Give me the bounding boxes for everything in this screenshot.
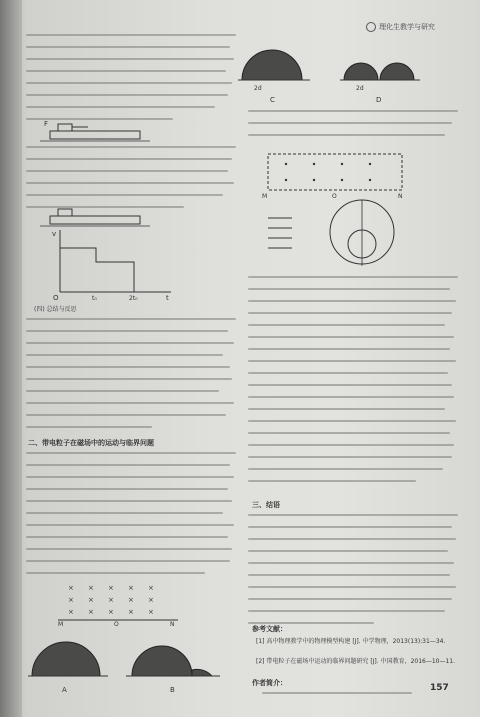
author-heading: 作者简介：	[252, 679, 287, 687]
left-paragraph-1	[26, 34, 236, 130]
t1-label: t₀	[92, 295, 97, 300]
svg-text:×: ×	[108, 608, 114, 616]
author-line	[262, 692, 412, 704]
svg-text:×: ×	[148, 596, 154, 604]
svg-text:×: ×	[128, 596, 134, 604]
left-figure-block-board	[40, 117, 150, 143]
len-label-2: 2d	[356, 85, 364, 92]
field-rect	[268, 154, 402, 190]
references-heading: 参考文献：	[252, 625, 287, 633]
svg-text:×: ×	[68, 584, 74, 592]
cross-grid	[68, 584, 154, 616]
right-figure-options-cd	[236, 40, 436, 106]
half-disc-d2	[380, 63, 414, 80]
svg-text:×: ×	[108, 584, 114, 592]
header-circle-icon	[366, 22, 376, 32]
incoming-arrows	[268, 218, 292, 248]
conclusion-heading: 三、结语	[252, 501, 280, 509]
option-b-label: B	[170, 686, 175, 694]
svg-text:×: ×	[128, 584, 134, 592]
reference-1: [1] 高中物理教学中的物理模型构建 [J]. 中学物理，2013(13):31—34.	[256, 638, 446, 645]
option-a-label: A	[62, 686, 67, 694]
block-shape-2	[58, 209, 72, 216]
left-figure-block-board-2	[40, 206, 150, 228]
right-figure-circle-field	[262, 198, 412, 270]
left-paragraph-4	[26, 452, 236, 584]
svg-text:×: ×	[148, 584, 154, 592]
left-figure-vt-graph	[46, 228, 176, 300]
page-number: 157	[430, 683, 449, 693]
summary-heading: (四) 总结与反思	[34, 306, 77, 313]
n-label: N	[170, 621, 175, 626]
left-figure-answer-options	[28, 626, 228, 698]
rect-m-label: M	[262, 193, 268, 200]
o-label: O	[114, 621, 119, 626]
half-disc-c	[242, 50, 302, 80]
half-disc-b	[132, 646, 212, 676]
rect-n-label: N	[398, 193, 403, 200]
block-shape	[58, 124, 72, 131]
len-label-1: 2d	[254, 85, 262, 92]
board-shape-2	[50, 216, 140, 224]
svg-text:×: ×	[128, 608, 134, 616]
right-paragraph-3	[248, 514, 458, 634]
option-c-label: C	[270, 96, 275, 104]
left-paragraph-3	[26, 318, 236, 438]
origin-label: O	[53, 294, 59, 300]
svg-text:×: ×	[148, 608, 154, 616]
board-shape	[50, 131, 140, 139]
t-label: t	[166, 294, 169, 300]
svg-text:×: ×	[68, 608, 74, 616]
right-figure-rect-field	[262, 150, 412, 200]
m-label: M	[58, 621, 64, 626]
reference-2: [2] 带电粒子在磁场中运动的临界问题研究 [J]. 中国教育，2016—10—11.	[256, 658, 456, 665]
option-d-label: D	[376, 96, 382, 104]
force-label: F	[44, 120, 49, 128]
dot-grid	[285, 163, 371, 181]
left-figure-magnetic-field	[58, 582, 178, 626]
svg-text:×: ×	[88, 596, 94, 604]
half-disc-d1	[344, 63, 378, 80]
t2-label: 2t₀	[129, 295, 138, 300]
step-curve	[60, 248, 134, 292]
right-paragraph-2	[248, 276, 458, 492]
svg-text:×: ×	[108, 596, 114, 604]
svg-text:×: ×	[68, 596, 74, 604]
right-paragraph-1	[248, 110, 458, 146]
book-spine-shadow	[0, 0, 22, 717]
svg-text:×: ×	[88, 584, 94, 592]
section-two-heading: 二、带电粒子在磁场中的运动与临界问题	[28, 439, 154, 447]
svg-text:×: ×	[88, 608, 94, 616]
half-disc-a	[32, 642, 100, 676]
v-label: v	[52, 230, 57, 238]
rect-o-label: O	[332, 193, 337, 200]
running-header: 理化生教学与研究	[366, 20, 468, 34]
